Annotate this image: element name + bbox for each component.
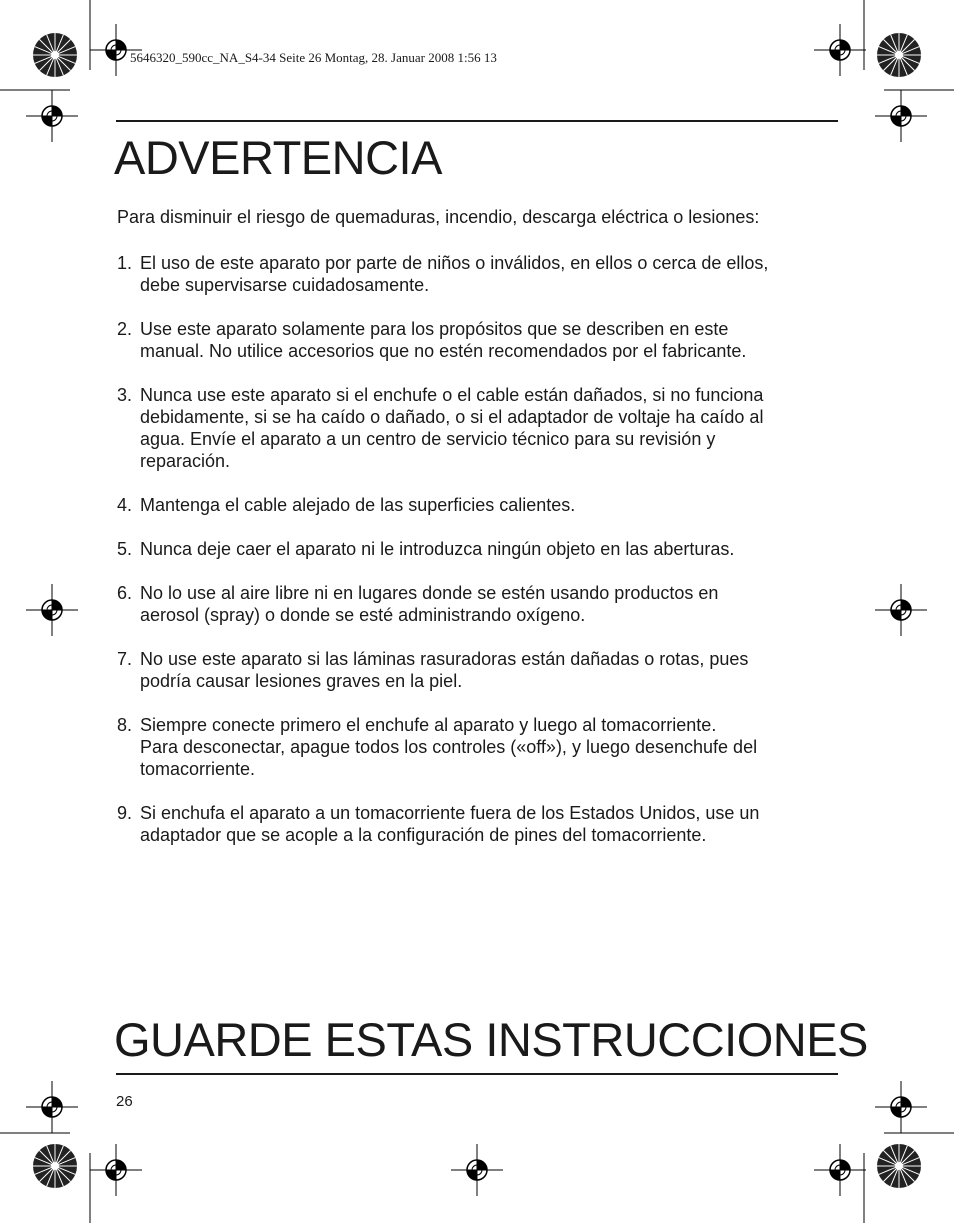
list-item-text (140, 494, 842, 516)
intro-text: Para disminuir el riesgo de quemaduras, incendio, descarga eléctrica o lesiones: (117, 207, 760, 227)
list-item-text (140, 582, 842, 626)
top-rule (116, 120, 838, 122)
list-item-line: manual. No utilice accesorios que no estén recomendados por el fabricante. (140, 341, 747, 361)
list-item (117, 582, 842, 626)
list-item-line: No lo use al aire libre ni en lugares donde se estén usando productos en (140, 583, 719, 603)
list-item-text (140, 802, 842, 846)
list-item-line: adaptador que se acople a la configuración de pines del tomacorriente. (140, 825, 707, 845)
list-item-line: El uso de este aparato por parte de niños o inválidos, en ellos o cerca de ellos, (140, 253, 769, 273)
list-item (117, 538, 842, 560)
list-item-line: tomacorriente. (140, 759, 256, 779)
list-item-text (140, 714, 842, 780)
page-title: ADVERTENCIA (114, 131, 442, 184)
list-item-number: 9. (117, 803, 133, 823)
list-item-number: 1. (117, 253, 133, 273)
list-item-line: Mantenga el cable alejado de las superficies calientes. (140, 495, 576, 515)
page-number: 26 (116, 1093, 133, 1110)
list-item (117, 648, 842, 692)
list-item-number: 8. (117, 715, 133, 735)
warning-list (117, 252, 842, 868)
list-item-number: 7. (117, 649, 133, 669)
list-item-line: reparación. (140, 451, 231, 471)
list-item (117, 318, 842, 362)
list-item-line: Para desconectar, apague todos los controles («off»), y luego desenchufe del (140, 737, 758, 757)
list-item-text (140, 252, 842, 296)
list-item-text (140, 384, 842, 472)
list-item (117, 252, 842, 296)
list-item-line: Nunca deje caer el aparato ni le introduzca ningún objeto en las aberturas. (140, 539, 735, 559)
list-item (117, 384, 842, 472)
list-item-number: 5. (117, 539, 133, 559)
list-item-line: podría causar lesiones graves en la piel. (140, 671, 463, 691)
list-item-line: aerosol (spray) o donde se esté administrando oxígeno. (140, 605, 586, 625)
list-item-line: debidamente, si se ha caído o dañado, o si el adaptador de voltaje ha caído al (140, 407, 764, 427)
list-item-number: 4. (117, 495, 133, 515)
bottom-rule (116, 1073, 838, 1075)
list-item-text (140, 318, 842, 362)
list-item-number: 3. (117, 385, 133, 405)
list-item-number: 2. (117, 319, 133, 339)
list-item-line: Siempre conecte primero el enchufe al aparato y luego al tomacorriente. (140, 715, 717, 735)
list-item-line: No use este aparato si las láminas rasuradoras están dañadas o rotas, pues (140, 649, 749, 669)
list-item (117, 714, 842, 780)
list-item-line: agua. Envíe el aparato a un centro de servicio técnico para su revisión y (140, 429, 716, 449)
list-item-text (140, 538, 842, 560)
list-item-number: 6. (117, 583, 133, 603)
print-slug: 5646320_590cc_NA_S4-34 Seite 26 Montag, 28. Januar 2008 1:56 13 (130, 50, 497, 65)
list-item-line: Nunca use este aparato si el enchufe o el cable están dañados, si no funciona (140, 385, 764, 405)
list-item-line: debe supervisarse cuidadosamente. (140, 275, 430, 295)
list-item (117, 494, 842, 516)
footer-title: GUARDE ESTAS INSTRUCCIONES (114, 1013, 868, 1066)
list-item (117, 802, 842, 846)
list-item-line: Si enchufa el aparato a un tomacorriente fuera de los Estados Unidos, use un (140, 803, 760, 823)
list-item-text (140, 648, 842, 692)
list-item-line: Use este aparato solamente para los propósitos que se describen en este (140, 319, 729, 339)
